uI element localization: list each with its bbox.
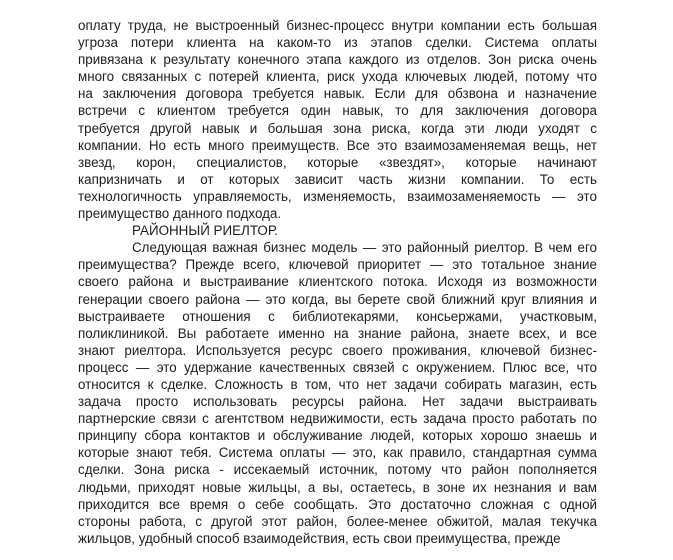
text-line: встречи с клиентом требуется один навык, то для заключения договора xyxy=(78,103,597,119)
text-line: своего района и выстраивание клиентского потока. Исходя из возможности xyxy=(78,274,597,290)
text-line: на заключения договора требуется навык. Если для обзвона и назначение xyxy=(78,86,597,102)
text-block xyxy=(78,17,597,547)
text-line: знают риелтора. Используется ресурс своего проживания, ключевой бизнес- xyxy=(78,342,597,358)
text-line: выстраиваете отношения с библиотекарями, консьержами, участковым, xyxy=(78,308,597,324)
text-line: оплату труда, не выстроенный бизнес-процесс внутри компании есть большая xyxy=(78,18,597,33)
text-line: угроза потери клиента на каком-то из этапов сделки. Система оплаты xyxy=(78,35,597,51)
text-line: поликлиникой. Вы работаете именно на знание района, знаете всех, и все xyxy=(78,325,597,341)
text-line: много связанных с потерей клиента, риск ухода ключевых людей, потому что xyxy=(78,69,597,85)
text-line: стороны работа, с другой этот район, более-менее обжитой, малая текучка xyxy=(78,513,597,529)
text-line: технологичность управляемость, изменяемость, взаимозаменяемость — это xyxy=(78,188,597,204)
text-line: задача просто использовать ресурсы района. Нет задачи выстраивать xyxy=(78,394,597,410)
text-line: приходится все время о себе сообщать. Это достаточно сложная с одной xyxy=(78,496,597,512)
text-line: преимущества? Прежде всего, ключевой приоритет — это тотальное знание xyxy=(78,257,597,273)
paragraph-1 xyxy=(78,17,597,222)
paragraph-2 xyxy=(78,239,597,547)
text-line: сделки. Зона риска - иссекаемый источник, потому что район пополняется xyxy=(78,462,597,478)
text-line: жильцов, удобный способ взаимодействия, есть свои преимущества, прежде xyxy=(78,530,561,546)
text-line: относится к сделке. Сложность в том, что нет задачи собирать магазин, есть xyxy=(78,376,597,392)
text-line: партнерские связи с агентством недвижимости, есть задача просто работать по xyxy=(78,411,597,427)
text-line: требуется другой навык и большая зона риска, когда эти люди уходят с xyxy=(78,120,597,136)
text-line: преимущество данного подхода. xyxy=(78,206,282,222)
section-heading: РАЙОННЫЙ РИЕЛТОР. xyxy=(132,223,278,239)
text-line: звезд, корон, специалистов, которые «звездят», которые начинают xyxy=(78,154,597,170)
text-line: людьми, приходят новые жильцы, а вы, остаетесь, в зоне их незнания и вам xyxy=(78,479,597,495)
text-line: привязана к результату конечного этапа каждого из отделов. Зон риска очень xyxy=(78,52,597,68)
text-line: принципу сбора контактов и обслуживание людей, которых хорошо знаешь и xyxy=(78,428,597,444)
text-line: Следующая важная бизнес модель — это районный риелтор. В чем его xyxy=(132,240,597,256)
text-line: генерации своего района — это когда, вы берете свой ближний круг влияния и xyxy=(78,291,597,307)
text-line: которые знают тебя. Система оплаты — это, как правило, стандартная сумма xyxy=(78,445,597,461)
text-line: капризничать и от которых зависит часть жизни компании. То есть xyxy=(78,171,597,187)
text-line: процесс — это удержание качественных связей с окружением. Плюс все, что xyxy=(78,359,597,375)
text-line: компании. Но есть много преимуществ. Все это взаимозаменяемая вещь, нет xyxy=(78,137,597,153)
